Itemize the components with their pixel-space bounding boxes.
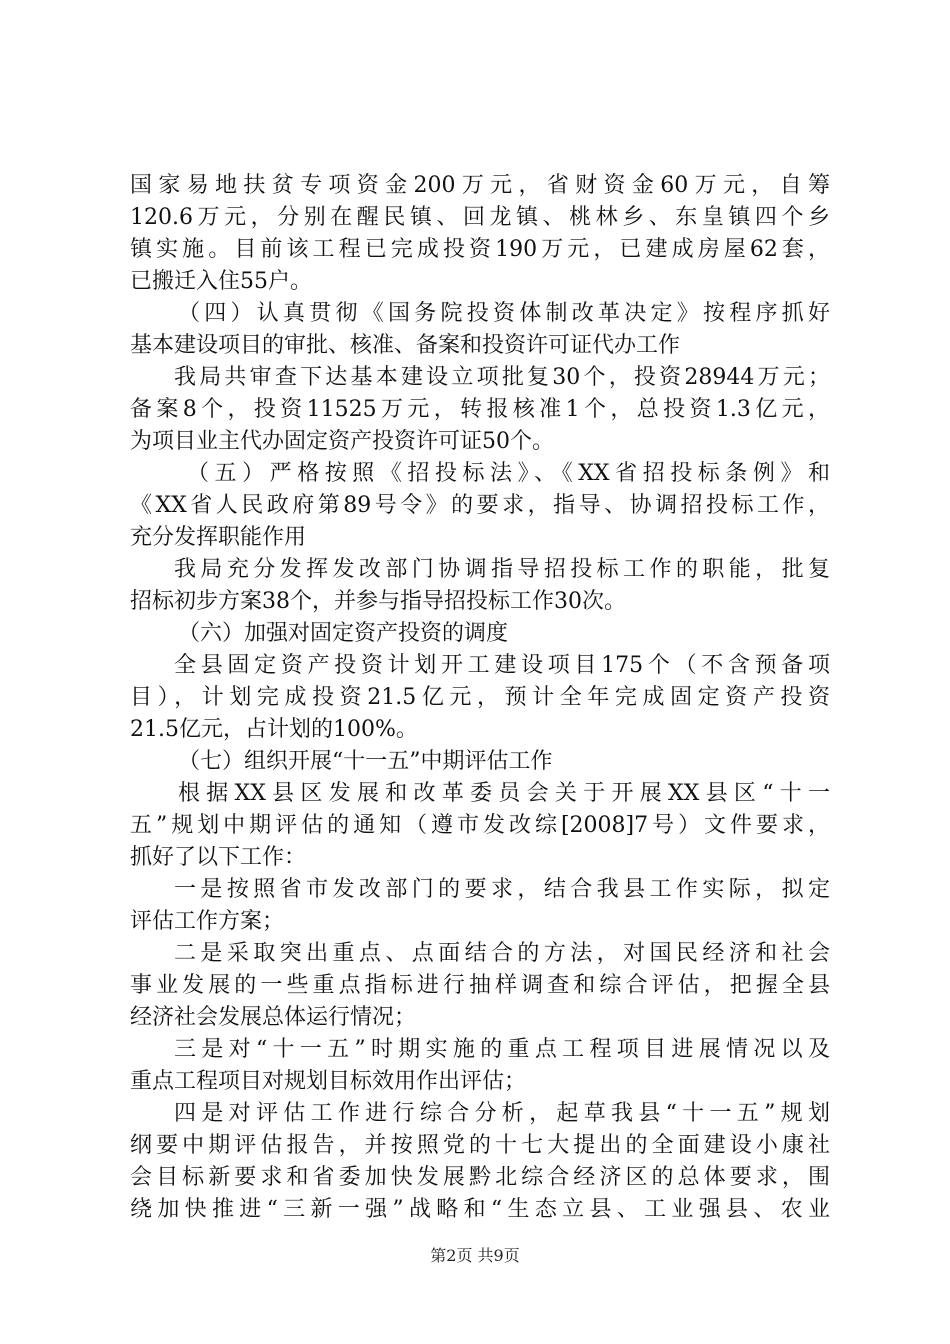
text-line: 镇实施。目前该工程已完成投资190万元，已建成房屋62套， xyxy=(130,237,830,262)
section-heading-5-cont: 充分发挥职能作用 xyxy=(130,525,307,550)
list-item-2-cont: 经济社会发展总体运行情况； xyxy=(130,1005,417,1030)
text-line: 我局共审查下达基本建设立项批复30个，投资28944万元； xyxy=(174,365,830,390)
list-item-4-cont: 会目标新要求和省委加快发展黔北综合经济区的总体要求，围 xyxy=(130,1165,830,1190)
document-body xyxy=(130,170,830,1226)
section-heading-4-cont: 基本建设项目的审批、核准、备案和投资许可证代办工作 xyxy=(130,333,681,358)
section-heading-6: （六）加强对固定资产投资的调度 xyxy=(178,621,509,646)
list-item-1: 一是按照省市发改部门的要求，结合我县工作实际，拟定 xyxy=(174,877,830,902)
text-line: 备案8个，投资11525万元，转报核准1个，总投资1.3亿元， xyxy=(130,397,830,422)
section-heading-4: （四）认真贯彻《国务院投资体制改革决定》按程序抓好 xyxy=(178,301,830,326)
page-number-footer: 第2页 共9页 xyxy=(430,1246,520,1265)
section-heading-5: （五）严格按照《招投标法》、《XX省招投标条例》和 xyxy=(187,461,830,486)
list-item-4-cont: 绕加快推进“三新一强”战略和“生态立县、工业强县、农业 xyxy=(130,1197,830,1222)
list-item-4: 四是对评估工作进行综合分析，起草我县“十一五”规划 xyxy=(174,1101,830,1126)
list-item-3-cont: 重点工程项目对规划目标效用作出评估； xyxy=(130,1069,527,1094)
text-line: 全县固定资产投资计划开工建设项目175个（不含预备项 xyxy=(174,653,830,678)
text-line: 目），计划完成投资21.5亿元，预计全年完成固定资产投资 xyxy=(130,685,830,710)
list-item-4-cont: 纲要中期评估报告，并按照党的十七大提出的全面建设小康社 xyxy=(130,1133,830,1158)
text-line: 我局充分发挥发改部门协调指导招投标工作的职能，批复 xyxy=(174,557,830,582)
text-line: 120.6万元，分别在醒民镇、回龙镇、桃林乡、东皇镇四个乡 xyxy=(130,205,830,230)
text-line: 21.5亿元，占计划的100%。 xyxy=(130,717,418,742)
text-line: 抓好了以下工作： xyxy=(130,845,307,870)
list-item-2: 二是采取突出重点、点面结合的方法，对国民经济和社会 xyxy=(174,941,830,966)
list-item-2-cont: 事业发展的一些重点指标进行抽样调查和综合评估，把握全县 xyxy=(130,973,830,998)
text-line: 国家易地扶贫专项资金200万元，省财资金60万元，自筹 xyxy=(130,173,830,198)
text-line: 招标初步方案38个，并参与指导招投标工作30次。 xyxy=(130,589,626,614)
list-item-3: 三是对“十一五”时期实施的重点工程项目进展情况以及 xyxy=(174,1037,830,1062)
section-heading-5-cont: 《XX省人民政府第89号令》的要求，指导、协调招投标工作， xyxy=(130,493,830,518)
list-item-1-cont: 评估工作方案； xyxy=(130,909,285,934)
section-heading-7: （七）组织开展“十一五”中期评估工作 xyxy=(178,749,553,774)
text-line: 根据XX县区发展和改革委员会关于开展XX县区“十一 xyxy=(178,781,830,806)
text-line: 五”规划中期评估的通知（遵市发改综[2008]7号）文件要求， xyxy=(130,813,830,838)
text-line: 已搬迁入住55户。 xyxy=(130,269,312,294)
text-line: 为项目业主代办固定资产投资许可证50个。 xyxy=(130,429,554,454)
